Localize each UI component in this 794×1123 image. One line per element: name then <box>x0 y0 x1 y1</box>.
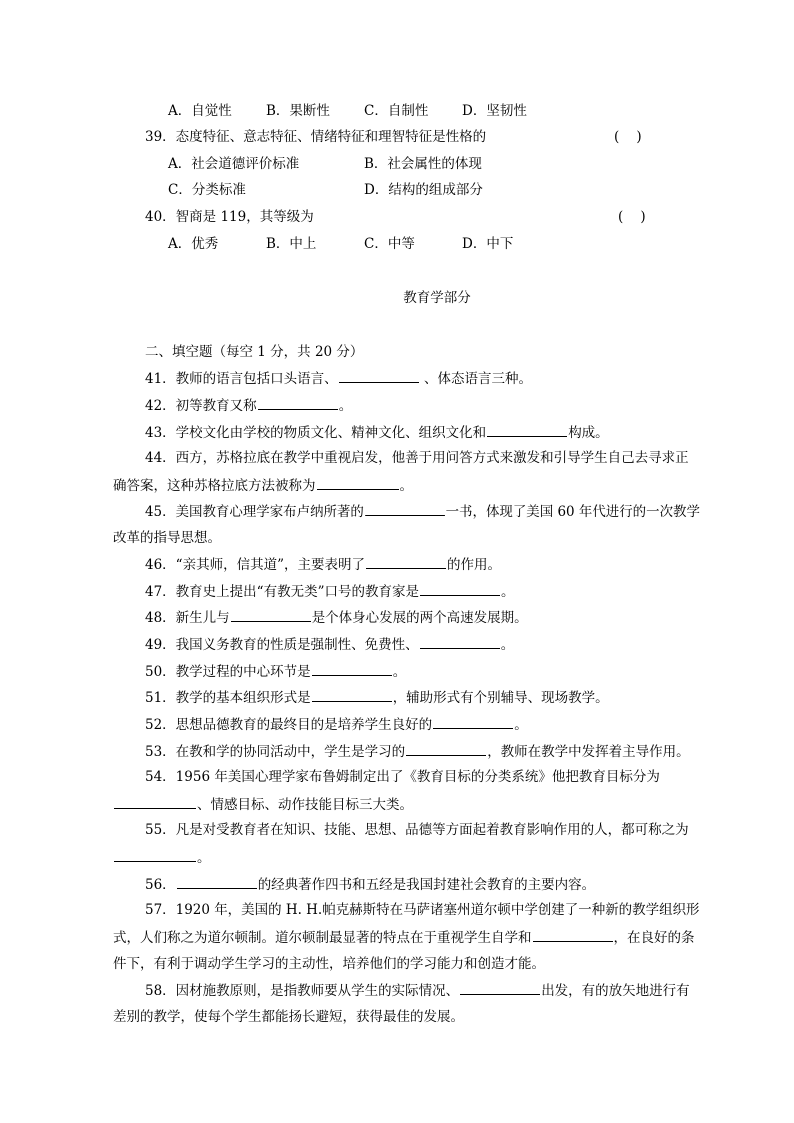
q58-line-1 <box>145 981 690 999</box>
q58-line-2: 差别的教学，使每个学生都能扬长避短，获得最佳的发展。 <box>113 1009 464 1025</box>
q45-text-a: 45．美国教育心理学家布卢纳所著的 <box>145 504 364 520</box>
q54-text-b: 、情感目标、动作技能目标三大类。 <box>197 797 413 813</box>
q44-line-1: 44．西方，苏格拉底在教学中重视启发，他善于用问答方式来激发和引导学生自己去寻求正 <box>145 450 689 466</box>
q56-text-b: 的经典著作四书和五经是我国封建社会教育的主要内容。 <box>257 877 596 893</box>
q48-text-a: 48．新生儿与 <box>145 610 230 626</box>
q56-blank <box>177 875 257 889</box>
q53-blank <box>406 742 486 756</box>
q40-option-b: B．中上 <box>266 236 317 252</box>
q50-text-b: 。 <box>392 664 407 680</box>
q52-text-a: 52．思想品德教育的最终目的是培养学生良好的 <box>145 717 433 733</box>
q45-line-2: 改革的指导思想。 <box>113 530 221 546</box>
q44-text-a: 确答案，这种苏格拉底方法被称为 <box>113 478 316 494</box>
q48-text-b: 是个体身心发展的两个高速发展期。 <box>311 610 528 626</box>
q58-blank <box>460 981 540 995</box>
q39-option-c: C．分类标准 <box>168 182 246 198</box>
q56-line <box>145 875 595 893</box>
q48-line <box>145 608 528 626</box>
q47-line <box>145 582 514 600</box>
q46-text-b: 的作用。 <box>446 557 501 573</box>
q56-text-a: 56． <box>145 877 176 893</box>
q55-line-1: 55．凡是对受教育者在知识、技能、思想、品德等方面起着教育影响作用的人，都可称之为 <box>145 822 689 838</box>
q40-option-a: A．优秀 <box>168 236 219 252</box>
q50-line <box>145 662 406 680</box>
q45-text-b: 一书，体现了美国 60 年代进行的一次教学 <box>445 504 700 520</box>
q57-blank <box>533 928 613 942</box>
q51-line <box>145 688 609 706</box>
q50-blank <box>312 662 392 676</box>
section-title: 教育学部分 <box>403 290 471 306</box>
q41-text-a: 41．教师的语言包括口头语言、 <box>145 371 338 387</box>
q57-text-a: 式，人们称之为道尔顿制。道尔顿制最显著的特点在于重视学生自学和 <box>113 930 532 946</box>
q48-blank <box>231 608 311 622</box>
fill-in-header: 二、填空题（每空 1 分，共 20 分） <box>145 344 364 360</box>
q44-text-b: 。 <box>399 478 413 494</box>
q47-text-b: 。 <box>500 584 515 600</box>
q53-line <box>145 742 690 760</box>
q52-text-b: 。 <box>514 717 528 733</box>
q57-line-2 <box>113 928 695 946</box>
q57-line-1: 57．1920 年，美国的 H. H.帕克赫斯特在马萨诸塞州道尔顿中学创建了一种新的教学组织形 <box>145 902 700 918</box>
q58-text-b: 出发，有的放矢地进行有 <box>541 983 690 999</box>
q53-text-b: ，教师在教学中发挥着主导作用。 <box>487 744 690 760</box>
q54-blank <box>114 795 196 809</box>
q53-text-a: 53．在教和学的协同活动中，学生是学习的 <box>145 744 406 760</box>
q51-text-b: ，辅助形式有个别辅导、现场教学。 <box>392 690 609 706</box>
q40-option-d: D．中下 <box>462 236 514 252</box>
q51-text-a: 51．教学的基本组织形式是 <box>145 690 311 706</box>
q41-text-b: 、体态语言三种。 <box>419 371 532 387</box>
q38-option-d: D．坚韧性 <box>462 103 527 119</box>
q54-line-1: 54．1956 年美国心理学家布鲁姆制定出了《教育目标的分类系统》他把教育目标分为 <box>145 769 660 785</box>
q49-line <box>145 635 514 653</box>
q54-line-2 <box>113 795 413 813</box>
q55-text-b: 。 <box>197 850 211 866</box>
q46-line <box>145 555 501 573</box>
q39-option-d: D．结构的组成部分 <box>364 182 483 198</box>
q43-text-a: 43．学校文化由学校的物质文化、精神文化、组织文化和 <box>145 425 487 441</box>
q51-blank <box>312 688 392 702</box>
q55-line-2 <box>113 848 211 866</box>
q47-text-a: 47．教育史上提出“有教无类”口号的教育家是 <box>145 584 419 600</box>
q38-option-a: A．自觉性 <box>168 103 232 119</box>
q40-answer-paren: ( ) <box>618 209 646 225</box>
q52-blank <box>433 715 513 729</box>
q41-blank <box>339 369 419 383</box>
q39-stem: 39．态度特征、意志特征、情绪特征和理智特征是性格的 <box>145 129 487 145</box>
q40-option-c: C．中等 <box>364 236 415 252</box>
q58-text-a: 58．因材施教原则，是指教师要从学生的实际情况、 <box>145 983 460 999</box>
q41-line <box>145 369 532 387</box>
q43-line <box>145 423 609 441</box>
q50-text-a: 50．教学过程的中心环节是 <box>145 664 311 680</box>
q43-text-b: 构成。 <box>568 425 609 441</box>
q45-blank <box>365 502 445 516</box>
q39-answer-paren: ( ) <box>614 129 642 145</box>
q42-text-b: 。 <box>338 398 353 414</box>
q38-option-b: B．果断性 <box>266 103 330 119</box>
q46-text-a: 46．“亲其师，信其道”，主要表明了 <box>145 557 365 573</box>
q49-blank <box>420 635 500 649</box>
q55-blank <box>114 848 196 862</box>
q39-option-b: B．社会属性的体现 <box>364 156 482 172</box>
q43-blank <box>487 423 567 437</box>
q44-line-2 <box>113 476 413 494</box>
q57-line-3: 件下，有利于调动学生学习的主动性，培养他们的学习能力和创造才能。 <box>113 956 545 972</box>
q49-text-a: 49．我国义务教育的性质是强制性、免费性、 <box>145 637 419 653</box>
q40-stem: 40．智商是 119，其等级为 <box>145 209 314 225</box>
q46-blank <box>366 555 446 569</box>
q45-line-1 <box>145 502 700 520</box>
q42-line <box>145 396 352 414</box>
q47-blank <box>420 582 500 596</box>
q49-text-b: 。 <box>500 637 515 653</box>
q42-blank <box>258 396 338 410</box>
q44-blank <box>317 476 399 490</box>
q38-option-c: C．自制性 <box>364 103 429 119</box>
q39-option-a: A．社会道德评价标准 <box>168 156 300 172</box>
q57-text-b: ，在良好的条 <box>613 930 695 946</box>
q42-text-a: 42．初等教育又称 <box>145 398 257 414</box>
q52-line <box>145 715 528 733</box>
